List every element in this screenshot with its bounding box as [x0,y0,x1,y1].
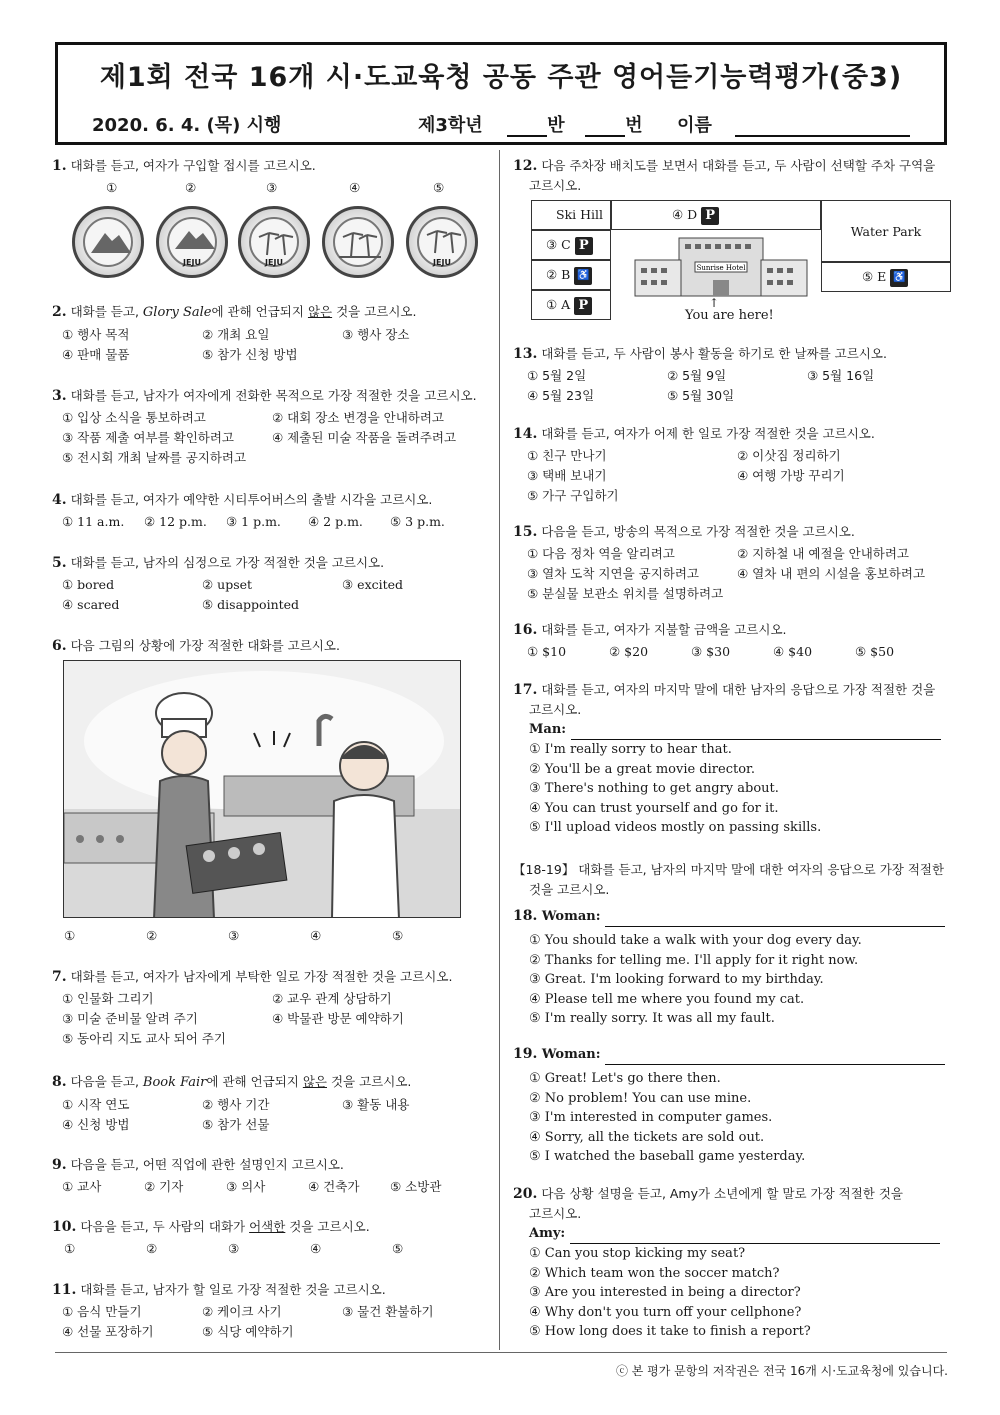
option-1[interactable]: ① 행사 목적 [62,327,130,342]
option-2[interactable]: ② $20 [609,644,649,659]
option-4[interactable]: ④ [349,180,361,195]
question-text: 대화를 듣고, 여자가 구입할 접시를 고르시오. [70,158,316,173]
exam-date: 2020. 6. 4. (목) 시행 [92,115,282,136]
question-text: 대화를 듣고, 여자가 지불할 금액을 고르시오. [541,622,787,637]
option-3[interactable]: ③ 의사 [226,1179,266,1194]
question-number: 7. [52,969,67,985]
option-4[interactable]: ④ Please tell me where you found my cat. [529,991,805,1007]
accessible-parking-icon: ♿ [574,267,592,285]
option-5[interactable]: ⑤ 분실물 보관소 위치를 설명하려고 [527,586,724,601]
option-2[interactable]: ② 12 p.m. [144,514,207,529]
plate-image-2: JEJU [156,206,228,278]
option-1[interactable]: ① [106,180,118,195]
option-5[interactable]: ⑤ [392,1241,404,1256]
option-5[interactable]: ⑤ 5월 30일 [667,388,735,403]
option-1[interactable]: ① 친구 만나기 [527,448,607,463]
option-1[interactable]: ① [64,1241,76,1256]
option-2[interactable]: ② 기자 [144,1179,184,1194]
option-2[interactable]: ② You'll be a great movie director. [529,761,755,777]
parking-spot-d[interactable]: ④ D P [611,200,821,230]
sunrise-hotel-building [631,234,811,300]
option-3[interactable]: ③ [266,180,278,195]
option-3[interactable]: ③ I'm interested in computer games. [529,1110,773,1125]
question-text: 대화를 듣고, 남자가 할 일로 가장 적절한 것을 고르시오. [80,1282,386,1297]
option-5[interactable]: ⑤ $50 [855,644,895,659]
arrow-up-icon: ↑ [709,296,720,310]
question-number: 18. [513,908,538,924]
option-1[interactable]: ① 5월 2일 [527,368,587,383]
answer-line[interactable] [605,1051,945,1065]
grade-label: 제3학년 [418,115,483,136]
option-4[interactable]: ④ Sorry, all the tickets are sold out. [529,1129,765,1145]
option-3[interactable]: ③ $30 [691,644,731,659]
option-3[interactable]: ③ 택배 보내기 [527,468,607,483]
parking-spot-c[interactable]: ③ C P [531,230,611,260]
question-text: 대화를 듣고, 남자가 여자에게 전화한 목적으로 가장 적절한 것을 고르시오. [70,388,477,403]
option-3[interactable]: ③ [228,928,240,943]
parking-spot-a[interactable]: ① A P [531,290,611,320]
option-3[interactable]: ③ Are you interested in being a director? [529,1285,801,1300]
option-5[interactable]: ⑤ I'm really sorry. It was all my fault. [529,1011,775,1026]
option-1[interactable]: ① Great! Let's go there then. [529,1071,721,1086]
option-2[interactable]: ② 5월 9일 [667,368,727,383]
question-number: 6. [52,638,67,654]
question-number: 15. [513,524,538,540]
question-number: 11. [52,1282,77,1298]
question-number: 20. [513,1186,538,1202]
option-1[interactable]: ① [64,928,76,943]
option-4[interactable]: ④ 선물 포장하기 [62,1324,154,1339]
option-1[interactable]: ① 다음 정차 역을 알리려고 [527,546,675,561]
option-4[interactable]: ④ 판매 물품 [62,347,130,362]
speaker-label: Amy: [529,1226,566,1241]
you-are-here-label: You are here! [685,308,774,323]
option-1[interactable]: ① 11 a.m. [62,514,125,529]
mountain-icon [85,219,135,269]
question-number: 4. [52,492,67,508]
option-2[interactable]: ② No problem! You can use mine. [529,1090,752,1106]
question-number: 19. [513,1046,538,1062]
speaker-label: Woman: [541,909,601,924]
question-text: 다음 상황 설명을 듣고, Amy가 소년에게 할 말로 가장 적절한 것을 [541,1186,903,1201]
copyright-footer: ⓒ 본 평가 문항의 저작권은 전국 16개 시·도교육청에 있습니다. [615,1364,948,1378]
option-2[interactable]: ② Which team won the soccer match? [529,1265,780,1281]
option-2[interactable]: ② 케이크 사기 [202,1304,282,1319]
plate-image-4 [322,206,394,278]
question-5 [52,553,492,615]
option-4[interactable]: ④ 열차 내 편의 시설을 홍보하려고 [737,566,926,581]
name-blank[interactable] [735,119,910,137]
option-3[interactable]: ③ excited [342,577,404,592]
parking-icon: P [701,207,719,225]
question-9 [52,1155,492,1197]
question-16 [513,620,953,662]
parking-icon: P [574,297,592,315]
option-3[interactable]: ③ 작품 제출 여부를 확인하려고 [62,430,235,445]
option-5[interactable]: ⑤ I watched the baseball game yesterday. [529,1149,806,1164]
question-text: 대화를 듣고, 두 사람이 봉사 활동을 하기로 한 날짜를 고르시오. [541,346,887,361]
option-1[interactable]: ① 인물화 그리기 [62,991,154,1006]
option-1[interactable]: ① I'm really sorry to hear that. [529,742,732,757]
question-17: 17. 대화를 듣고, 여자의 마지막 말에 대한 남자의 응답으로 가장 적절한 것을 고르시오. Man: ① I'm really sorry to hear that. ② You'll be a great movie director. ③ There's nothing to get angry about. ④ You can trust yourself and go for it. ⑤ I'll upload videos mostly on passing skills. [513,680,953,838]
option-5[interactable]: ⑤ 식당 예약하기 [202,1324,294,1339]
question-text: 다음 그림의 상황에 가장 적절한 대화를 고르시오. [70,638,340,653]
question-11 [52,1280,492,1342]
option-5[interactable]: ⑤ 참가 선물 [202,1117,270,1132]
question-8: 8. 다음을 듣고, Book Fair에 관해 언급되지 않은 것을 고르시오. ① 시작 연도 ② 행사 기간 ③ 활동 내용 ④ 신청 방법 ⑤ 참가 선물 [52,1072,492,1135]
option-4[interactable]: ④ scared [62,597,120,612]
answer-line[interactable] [570,1230,940,1244]
question-3 [52,386,492,468]
option-3[interactable]: ③ [228,1241,240,1256]
option-3[interactable]: ③ 물건 환불하기 [342,1304,434,1319]
question-6 [52,636,492,656]
palm-tree-icon [335,219,385,269]
option-3[interactable]: ③ 활동 내용 [342,1097,410,1112]
question-2: 2. 대화를 듣고, Glory Sale에 관해 언급되지 않은 것을 고르시오. ① 행사 목적 ② 개최 요일 ③ 행사 장소 ④ 판매 물품 ⑤ 참가 신청 방법 [52,302,492,365]
answer-line[interactable] [605,913,945,927]
option-5[interactable]: ⑤ 가구 구입하기 [527,488,619,503]
parking-map [531,200,951,322]
option-5[interactable]: ⑤ [392,928,404,943]
question-text: 대화를 듣고, 여자가 남자에게 부탁한 일로 가장 적절한 것을 고르시오. [70,969,453,984]
questions-18-19-instructions: 【18-19】 대화를 듣고, 남자의 마지막 말에 대한 여자의 응답으로 가장 적절한 것을 고르시오. [513,862,945,897]
question-1 [52,156,492,296]
parking-spot-b[interactable]: ② B ♿ [531,260,611,290]
question-number: 12. [513,158,538,174]
accessible-parking-icon: ♿ [890,269,908,287]
option-2[interactable]: ② [185,180,197,195]
option-3[interactable]: ③ There's nothing to get angry about. [529,781,779,796]
answer-line[interactable] [571,726,941,740]
question-7 [52,967,492,1049]
option-1[interactable]: ① $10 [527,644,567,659]
option-2[interactable]: ② upset [202,577,253,592]
question-number: 8. [52,1074,67,1090]
question-12: 12. 다음 주차장 배치도를 보면서 대화를 듣고, 두 사람이 선택할 주차 구역을 고르시오. [513,158,936,193]
question-number: 9. [52,1157,67,1173]
speaker-label: Woman: [541,1047,601,1062]
option-5[interactable]: ⑤ I'll upload videos mostly on passing skills. [529,820,822,835]
option-5[interactable]: ⑤ [433,180,445,195]
option-5[interactable]: ⑤ disappointed [202,597,300,612]
option-5[interactable]: ⑤ 동아리 지도 교사 되어 주기 [62,1031,226,1046]
option-4[interactable]: ④ 2 p.m. [308,514,363,529]
name-label: 이름 [677,115,712,136]
option-4[interactable]: ④ Why don't you turn off your cellphone? [529,1304,802,1320]
option-2[interactable]: ② 지하철 내 예절을 안내하려고 [737,546,910,561]
option-2[interactable]: ② [146,928,158,943]
question-number: 3. [52,388,67,404]
option-2[interactable]: ② 교우 관계 상담하기 [272,991,392,1006]
number-blank[interactable] [585,119,625,137]
option-2[interactable]: ② 이삿짐 정리하기 [737,448,841,463]
option-4[interactable]: ④ 건축가 [308,1179,360,1194]
option-2[interactable]: ② 개최 요일 [202,327,270,342]
number-label: 번 [625,115,643,136]
option-1[interactable]: ① You should take a walk with your dog every day. [529,933,862,948]
option-1[interactable]: ① 시작 연도 [62,1097,130,1112]
option-5[interactable]: ⑤ 참가 신청 방법 [202,347,298,362]
question-text: 다음 주차장 배치도를 보면서 대화를 듣고, 두 사람이 선택할 주차 구역을 [541,158,936,173]
option-4[interactable]: ④ 제출된 미술 작품을 돌려주려고 [272,430,457,445]
option-4[interactable]: ④ 신청 방법 [62,1117,130,1132]
option-1[interactable]: ① 입상 소식을 통보하려고 [62,410,206,425]
option-2[interactable]: ② [146,1241,158,1256]
hotel-label: Sunrise Hotel [696,264,746,272]
page-title: 제1회 전국 16개 시·도교육청 공동 주관 영어듣기능력평가(중3) [99,62,903,93]
option-3[interactable]: ③ 미술 준비물 알려 주기 [62,1011,198,1026]
question-number: 5. [52,555,67,571]
question-number: 17. [513,682,538,698]
option-5[interactable]: ⑤ 3 p.m. [390,514,445,529]
water-park-label: Water Park [821,200,951,262]
option-4[interactable]: ④ [310,928,322,943]
question-number: 1. [52,158,67,174]
question-text: 다음을 듣고, 어떤 직업에 관한 설명인지 고르시오. [70,1157,344,1172]
header-box [55,42,947,145]
option-1[interactable]: ① bored [62,577,115,592]
question-text: 대화를 듣고, 여자가 예약한 시티투어버스의 출발 시각을 고르시오. [70,492,433,507]
option-4[interactable]: ④ 박물관 방문 예약하기 [272,1011,404,1026]
question-4 [52,490,492,532]
option-4[interactable]: ④ [310,1241,322,1256]
option-1[interactable]: ① 음식 만들기 [62,1304,142,1319]
question-18 [513,906,953,1029]
parking-icon: P [575,237,593,255]
question-10: 10. 다음을 듣고, 두 사람의 대화가 어색한 것을 고르시오. ① ② ③ ④ ⑤ [52,1217,492,1259]
option-1[interactable]: ① Can you stop kicking my seat? [529,1246,746,1261]
question-19 [513,1044,953,1167]
kitchen-scene-illustration [63,660,461,918]
option-4[interactable]: ④ You can trust yourself and go for it. [529,800,779,816]
question-number: 13. [513,346,538,362]
question-number: 14. [513,426,538,442]
student-info [418,111,910,137]
question-text: 대화를 듣고, 여자가 어제 한 일로 가장 적절한 것을 고르시오. [541,426,875,441]
question-15 [513,522,953,604]
question-20: 20. 다음 상황 설명을 듣고, Amy가 소년에게 할 말로 가장 적절한 것을 고르시오. Amy: ① Can you stop kicking my seat? ② Which team won the soccer match? ③ Are you interested in being a director? ④ Why don't you turn off your cellphone? ⑤ How long does it take to finish a report? [513,1184,953,1342]
option-2[interactable]: ② 대회 장소 변경을 안내하려고 [272,410,445,425]
question-14 [513,424,953,506]
question-text: 대화를 듣고, 남자의 심정으로 가장 적절한 것을 고르시오. [70,555,385,570]
question-text: 대화를 듣고, 여자의 마지막 말에 대한 남자의 응답으로 가장 적절한 것을 [541,682,936,697]
option-3[interactable]: ③ 열차 도착 지연을 공지하려고 [527,566,700,581]
option-3[interactable]: ③ 행사 장소 [342,327,410,342]
option-4[interactable]: ④ 5월 23일 [527,388,595,403]
column-divider [499,150,500,1350]
option-4[interactable]: ④ $40 [773,644,813,659]
option-3[interactable]: ③ Great. I'm looking forward to my birthday. [529,972,824,987]
option-5[interactable]: ⑤ How long does it take to finish a report? [529,1324,811,1339]
class-blank[interactable] [507,119,547,137]
bottom-divider [55,1352,947,1353]
option-3[interactable]: ③ 5월 16일 [807,368,875,383]
question-number: 10. [52,1219,77,1235]
ski-hill-label: Ski Hill [531,200,611,230]
plate-image-1 [72,206,144,278]
option-4[interactable]: ④ 여행 가방 꾸리기 [737,468,845,483]
option-5[interactable]: ⑤ 소방관 [390,1179,442,1194]
plate-image-5: JEJU [406,206,478,278]
question-number: 2. [52,304,67,320]
option-3[interactable]: ③ 1 p.m. [226,514,281,529]
class-label: 반 [547,115,565,136]
question-13 [513,344,953,406]
question-text: 다음을 듣고, 방송의 목적으로 가장 적절한 것을 고르시오. [541,524,855,539]
speaker-label: Man: [529,722,567,737]
question-number: 16. [513,622,538,638]
plate-image-3: JEJU [238,206,310,278]
option-1[interactable]: ① 교사 [62,1179,102,1194]
question-6-options [52,926,492,948]
parking-spot-e[interactable]: ⑤ E ♿ [821,262,951,292]
option-5[interactable]: ⑤ 전시회 개최 날짜를 공지하려고 [62,450,247,465]
option-2[interactable]: ② 행사 기간 [202,1097,270,1112]
option-2[interactable]: ② Thanks for telling me. I'll apply for it right now. [529,952,859,968]
